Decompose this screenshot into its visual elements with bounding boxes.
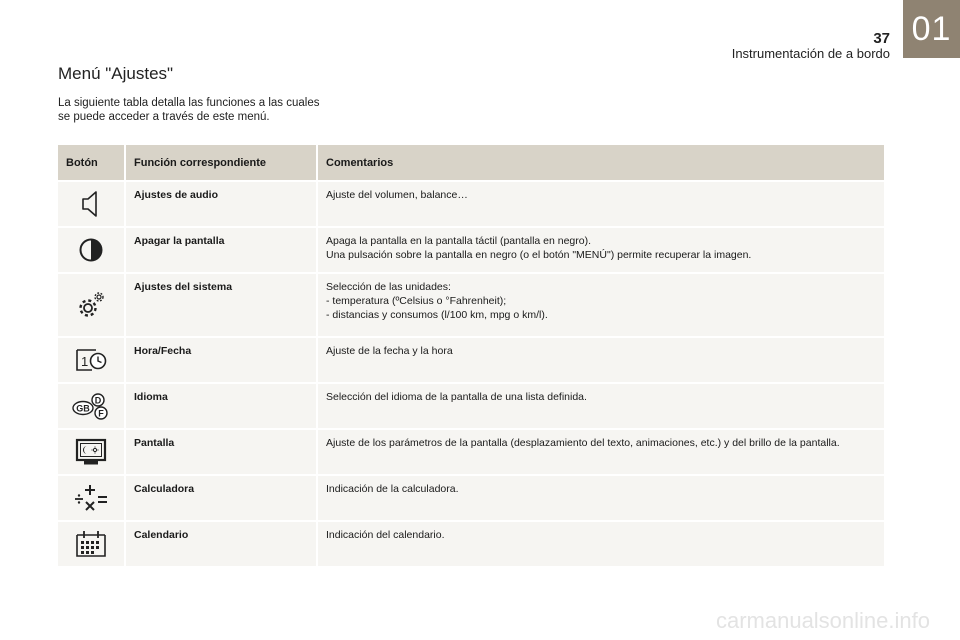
- comments: Selección del idioma de la pantalla de una lista definida.: [318, 382, 884, 428]
- language-label-gb: GB: [76, 403, 90, 414]
- icon-cell: [58, 520, 126, 566]
- gears-icon: [76, 290, 106, 320]
- language-label-d: D: [94, 395, 102, 406]
- clock-icon-label: 1: [81, 354, 89, 369]
- icon-cell: [58, 272, 126, 336]
- watermark: carmanualsonline.info: [715, 608, 930, 633]
- settings-table: [58, 145, 884, 566]
- table-row: [58, 336, 884, 382]
- chapter-tab: 01: [903, 0, 960, 58]
- icon-cell: [58, 226, 126, 272]
- comments: Apaga la pantalla en la pantalla táctil (pantalla en negro). Una pulsación sobre la pantalla en negro (o el botón "MENÚ") permite recuperar la imagen.: [318, 226, 884, 272]
- table-row: [58, 272, 884, 336]
- function-name: Idioma: [126, 382, 318, 428]
- comments: Ajuste de la fecha y la hora: [318, 336, 884, 382]
- header-function: Función correspondiente: [126, 145, 318, 180]
- table-row: [58, 520, 884, 566]
- comments: Indicación del calendario.: [318, 520, 884, 566]
- calculator-icon: [71, 482, 111, 514]
- icon-cell: [58, 180, 126, 226]
- page-number: 37: [873, 30, 890, 47]
- table-row: [58, 428, 884, 474]
- icon-cell: [58, 474, 126, 520]
- table-header-row: [58, 145, 884, 180]
- table-row: [58, 180, 884, 226]
- comments: Selección de las unidades: - temperatura (ºCelsius o °Fahrenheit); - distancias y consumos (l/100 km, mpg o km/l).: [318, 272, 884, 336]
- function-name: Apagar la pantalla: [126, 226, 318, 272]
- table-row: [58, 382, 884, 428]
- function-name: Ajustes del sistema: [126, 272, 318, 336]
- language-icon: [70, 391, 112, 421]
- language-label-f: F: [98, 408, 104, 419]
- chapter-title: Instrumentación de a bordo: [731, 46, 890, 61]
- function-name: Pantalla: [126, 428, 318, 474]
- screen-brightness-icon: [74, 437, 108, 467]
- icon-cell: [58, 428, 126, 474]
- header-button: Botón: [58, 145, 126, 180]
- comments: Ajuste del volumen, balance…: [318, 180, 884, 226]
- icon-cell: [58, 382, 126, 428]
- calendar-clock-icon: [74, 346, 108, 374]
- table-row: [58, 226, 884, 272]
- section-title: Menú "Ajustes": [58, 64, 174, 83]
- table-row: [58, 474, 884, 520]
- comments: Indicación de la calculadora.: [318, 474, 884, 520]
- half-circle-icon: [78, 237, 104, 263]
- calendar-icon: [74, 529, 108, 559]
- function-name: Ajustes de audio: [126, 180, 318, 226]
- icon-cell: [58, 336, 126, 382]
- intro-text: La siguiente tabla detalla las funciones a las cuales se puede acceder a través de este menú.: [58, 97, 320, 123]
- speaker-icon: [79, 189, 103, 219]
- function-name: Calculadora: [126, 474, 318, 520]
- function-name: Hora/Fecha: [126, 336, 318, 382]
- function-name: Calendario: [126, 520, 318, 566]
- comments: Ajuste de los parámetros de la pantalla (desplazamiento del texto, animaciones, etc.) y del brillo de la pantalla.: [318, 428, 884, 474]
- header-comments: Comentarios: [318, 145, 884, 180]
